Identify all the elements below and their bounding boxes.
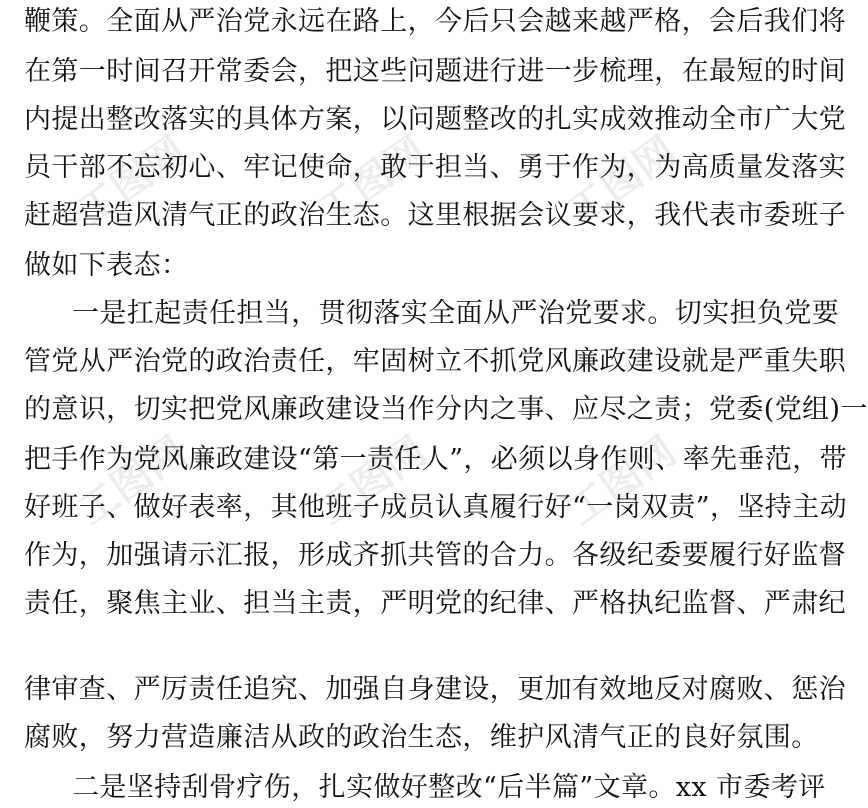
paragraph-first-line: 一是扛起责任担当，贯彻落实全面从严治党要求。切实担负党要 [72, 298, 840, 329]
text-line: 腐败，努力营造廉洁从政的政治生态，维护风清气正的良好氛围。 [24, 722, 819, 753]
watermark: 工图网 [559, 128, 685, 235]
text-line: 把手作为党风廉政建设“第一责任人”，必须以身作则、率先垂范，带 [24, 444, 848, 475]
text-line: 内提出整改落实的具体方案，以问题整改的扎实成效推动全市广大党 [24, 104, 846, 135]
text-line: 责任，聚焦主业、担当主责，严明党的纪律、严格执纪监督、严肃纪 [24, 588, 846, 619]
text-line: 赶超营造风清气正的政治生态。这里根据会议要求，我代表市委班子 [24, 200, 846, 231]
text-line: 员干部不忘初心、牢记使命，敢于担当、勇于作为，为高质量发落实 [24, 152, 846, 183]
watermark: 工图网 [309, 128, 435, 235]
paragraph-first-line: 二是坚持刮骨疗伤，扎实做好整改“后半篇”文章。xx 市委考评 [72, 772, 826, 803]
watermark: 工图网 [559, 428, 685, 535]
text-line: 的意识，切实把党风廉政建设当作分内之事、应尽之责；党委(党组)一 [24, 394, 868, 425]
text-line: 在第一时间召开常委会，把这些问题进行进一步梳理，在最短的时间 [24, 56, 846, 87]
watermark: 工图网 [309, 428, 435, 535]
text-line: 做如下表态： [24, 250, 189, 281]
text-line: 鞭策。全面从严治党永远在路上，今后只会越来越严格，会后我们将 [24, 6, 846, 37]
watermark: 工图网 [69, 428, 195, 535]
text-line: 作为，加强请示汇报，形成齐抓共管的合力。各级纪委要履行好监督 [24, 540, 846, 571]
text-line: 管党从严治党的政治责任，牢固树立不抓党风廉政建设就是严重失职 [24, 346, 846, 377]
watermark: 工图网 [69, 128, 195, 235]
text-line: 好班子、做好表率，其他班子成员认真履行好“一岗双责”，坚持主动 [24, 492, 848, 523]
text-line: 律审查、严厉责任追究、加强自身建设，更加有效地反对腐败、惩治 [24, 674, 846, 705]
